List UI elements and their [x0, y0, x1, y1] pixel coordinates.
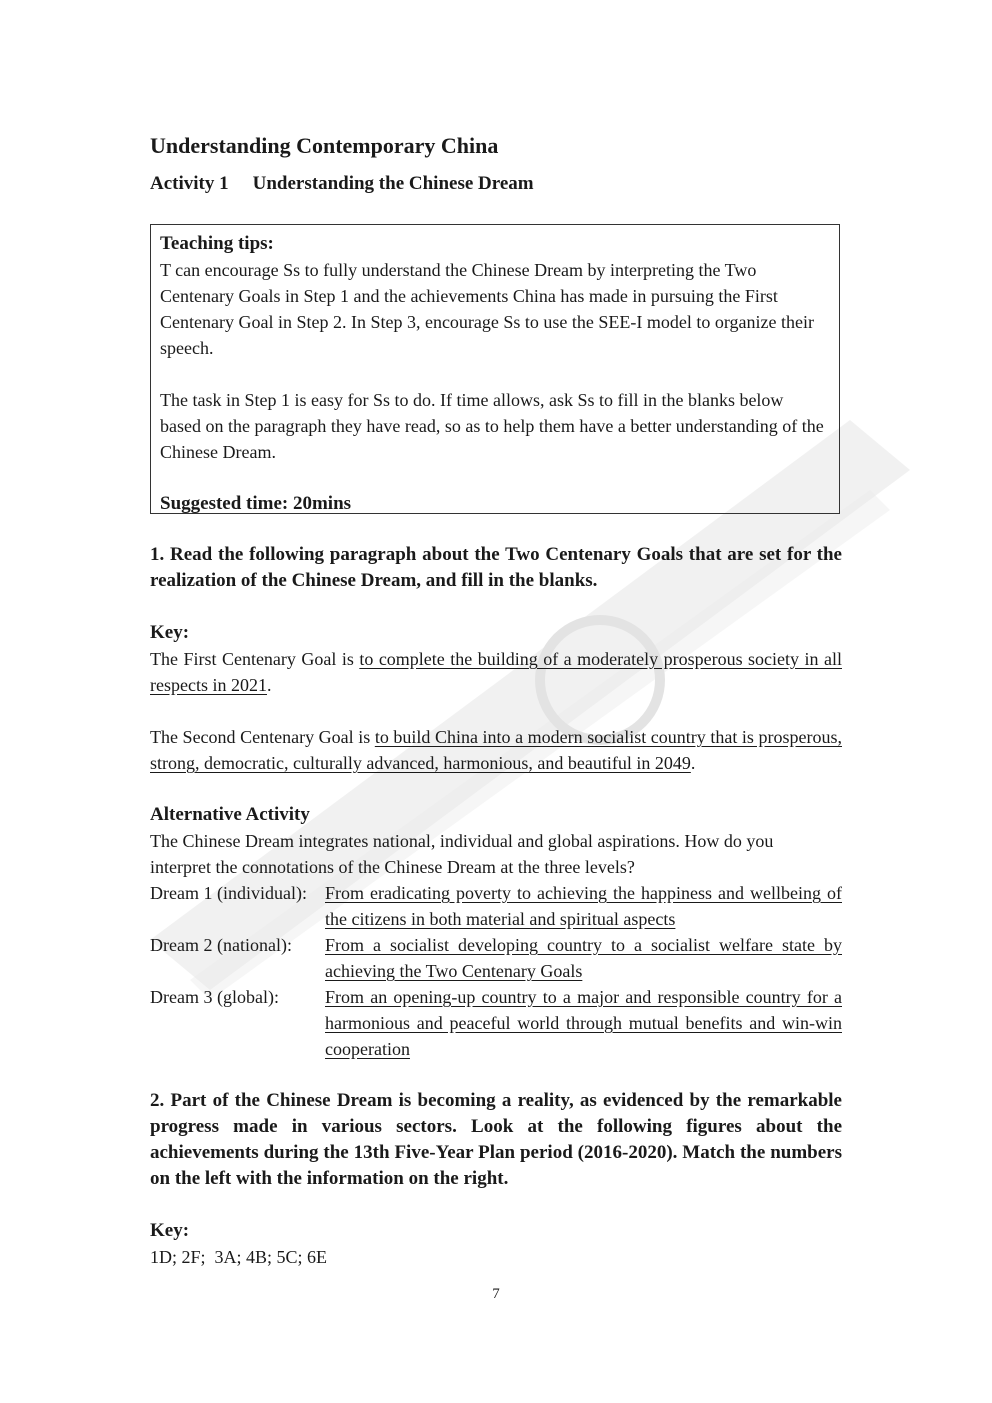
- activity-name: Understanding the Chinese Dream: [252, 173, 534, 194]
- dream-row-global: [150, 984, 842, 1062]
- question-2-answer: 1D; 2F; 3A; 4B; 5C; 6E: [150, 1247, 328, 1267]
- goal-1-sentence: [150, 646, 842, 698]
- question-1-text: 1. Read the following paragraph about the Two Centenary Goals that are set for the realization of the Chinese Dream, and fill in the blanks.: [150, 544, 842, 591]
- question-2-text: 2. Part of the Chinese Dream is becoming a reality, as evidenced by the remarkable progress made in various sectors. Look at the following figures about the achievements during the 13th Five-Year Plan period (2016-2020). Match the numbers on the left with the information on the right.: [150, 1090, 842, 1189]
- question-2-key-label: Key:: [150, 1220, 190, 1241]
- goal-1-suffix: .: [266, 675, 272, 695]
- page-number: 7: [492, 1286, 500, 1302]
- goal-1-prefix: The First Centenary Goal is: [150, 649, 360, 669]
- alternative-activity-heading: Alternative Activity: [150, 804, 310, 825]
- dream-3-answer: From an opening-up country to a major and responsible country for a harmonious and peaceful world through mutual benefits and win-win cooperation: [325, 987, 842, 1059]
- activity-label: Activity 1: [150, 173, 229, 194]
- dream-2-answer: From a socialist developing country to a socialist welfare state by achieving the Two Centenary Goals: [325, 935, 842, 981]
- goal-2-answer: to build China into a modern socialist country that is prosperous, strong, democratic, culturally advanced, harmonious, and beautiful in 2049: [150, 727, 842, 773]
- alternative-activity: [150, 802, 842, 1062]
- tips-heading: Teaching tips:: [160, 233, 274, 254]
- page-title: Understanding Contemporary China: [150, 133, 499, 158]
- goal-2-sentence: [150, 724, 842, 776]
- teaching-tips-box: [150, 224, 840, 514]
- activity-heading: [150, 173, 534, 195]
- question-1: [150, 542, 842, 776]
- question-2: [150, 1088, 842, 1270]
- tips-paragraph-2: The task in Step 1 is easy for Ss to do. If time allows, ask Ss to fill in the blanks below based on the paragraph they have read, so as to help them have a better understanding of the Chinese Dream.: [160, 390, 824, 462]
- question-1-key-label: Key:: [150, 622, 190, 643]
- dream-row-national: [150, 932, 842, 984]
- goal-2-suffix: .: [690, 753, 696, 773]
- dream-1-answer: From eradicating poverty to achieving the happiness and wellbeing of the citizens in both material and spiritual aspects: [325, 883, 842, 929]
- goal-1-answer: to complete the building of a moderately prosperous society in all respects in 2021: [150, 649, 842, 695]
- dream-row-individual: [150, 880, 842, 932]
- dream-2-label: Dream 2 (national):: [150, 935, 292, 955]
- dream-1-label: Dream 1 (individual):: [150, 883, 307, 903]
- goal-2-prefix: The Second Centenary Goal is: [150, 727, 375, 747]
- tips-paragraph-1: T can encourage Ss to fully understand the Chinese Dream by interpreting the Two Centenary Goals in Step 1 and the achievements China has made in pursuing the First Centenary Goal in Step 2. In Step 3, encourage Ss to use the SEE-I model to organize their speech.: [160, 260, 815, 358]
- suggested-time: Suggested time: 20mins: [160, 493, 352, 514]
- alternative-activity-intro: The Chinese Dream integrates national, individual and global aspirations. How do you interpret the connotations of the Chinese Dream at the three levels?: [150, 831, 774, 877]
- dream-3-label: Dream 3 (global):: [150, 987, 279, 1007]
